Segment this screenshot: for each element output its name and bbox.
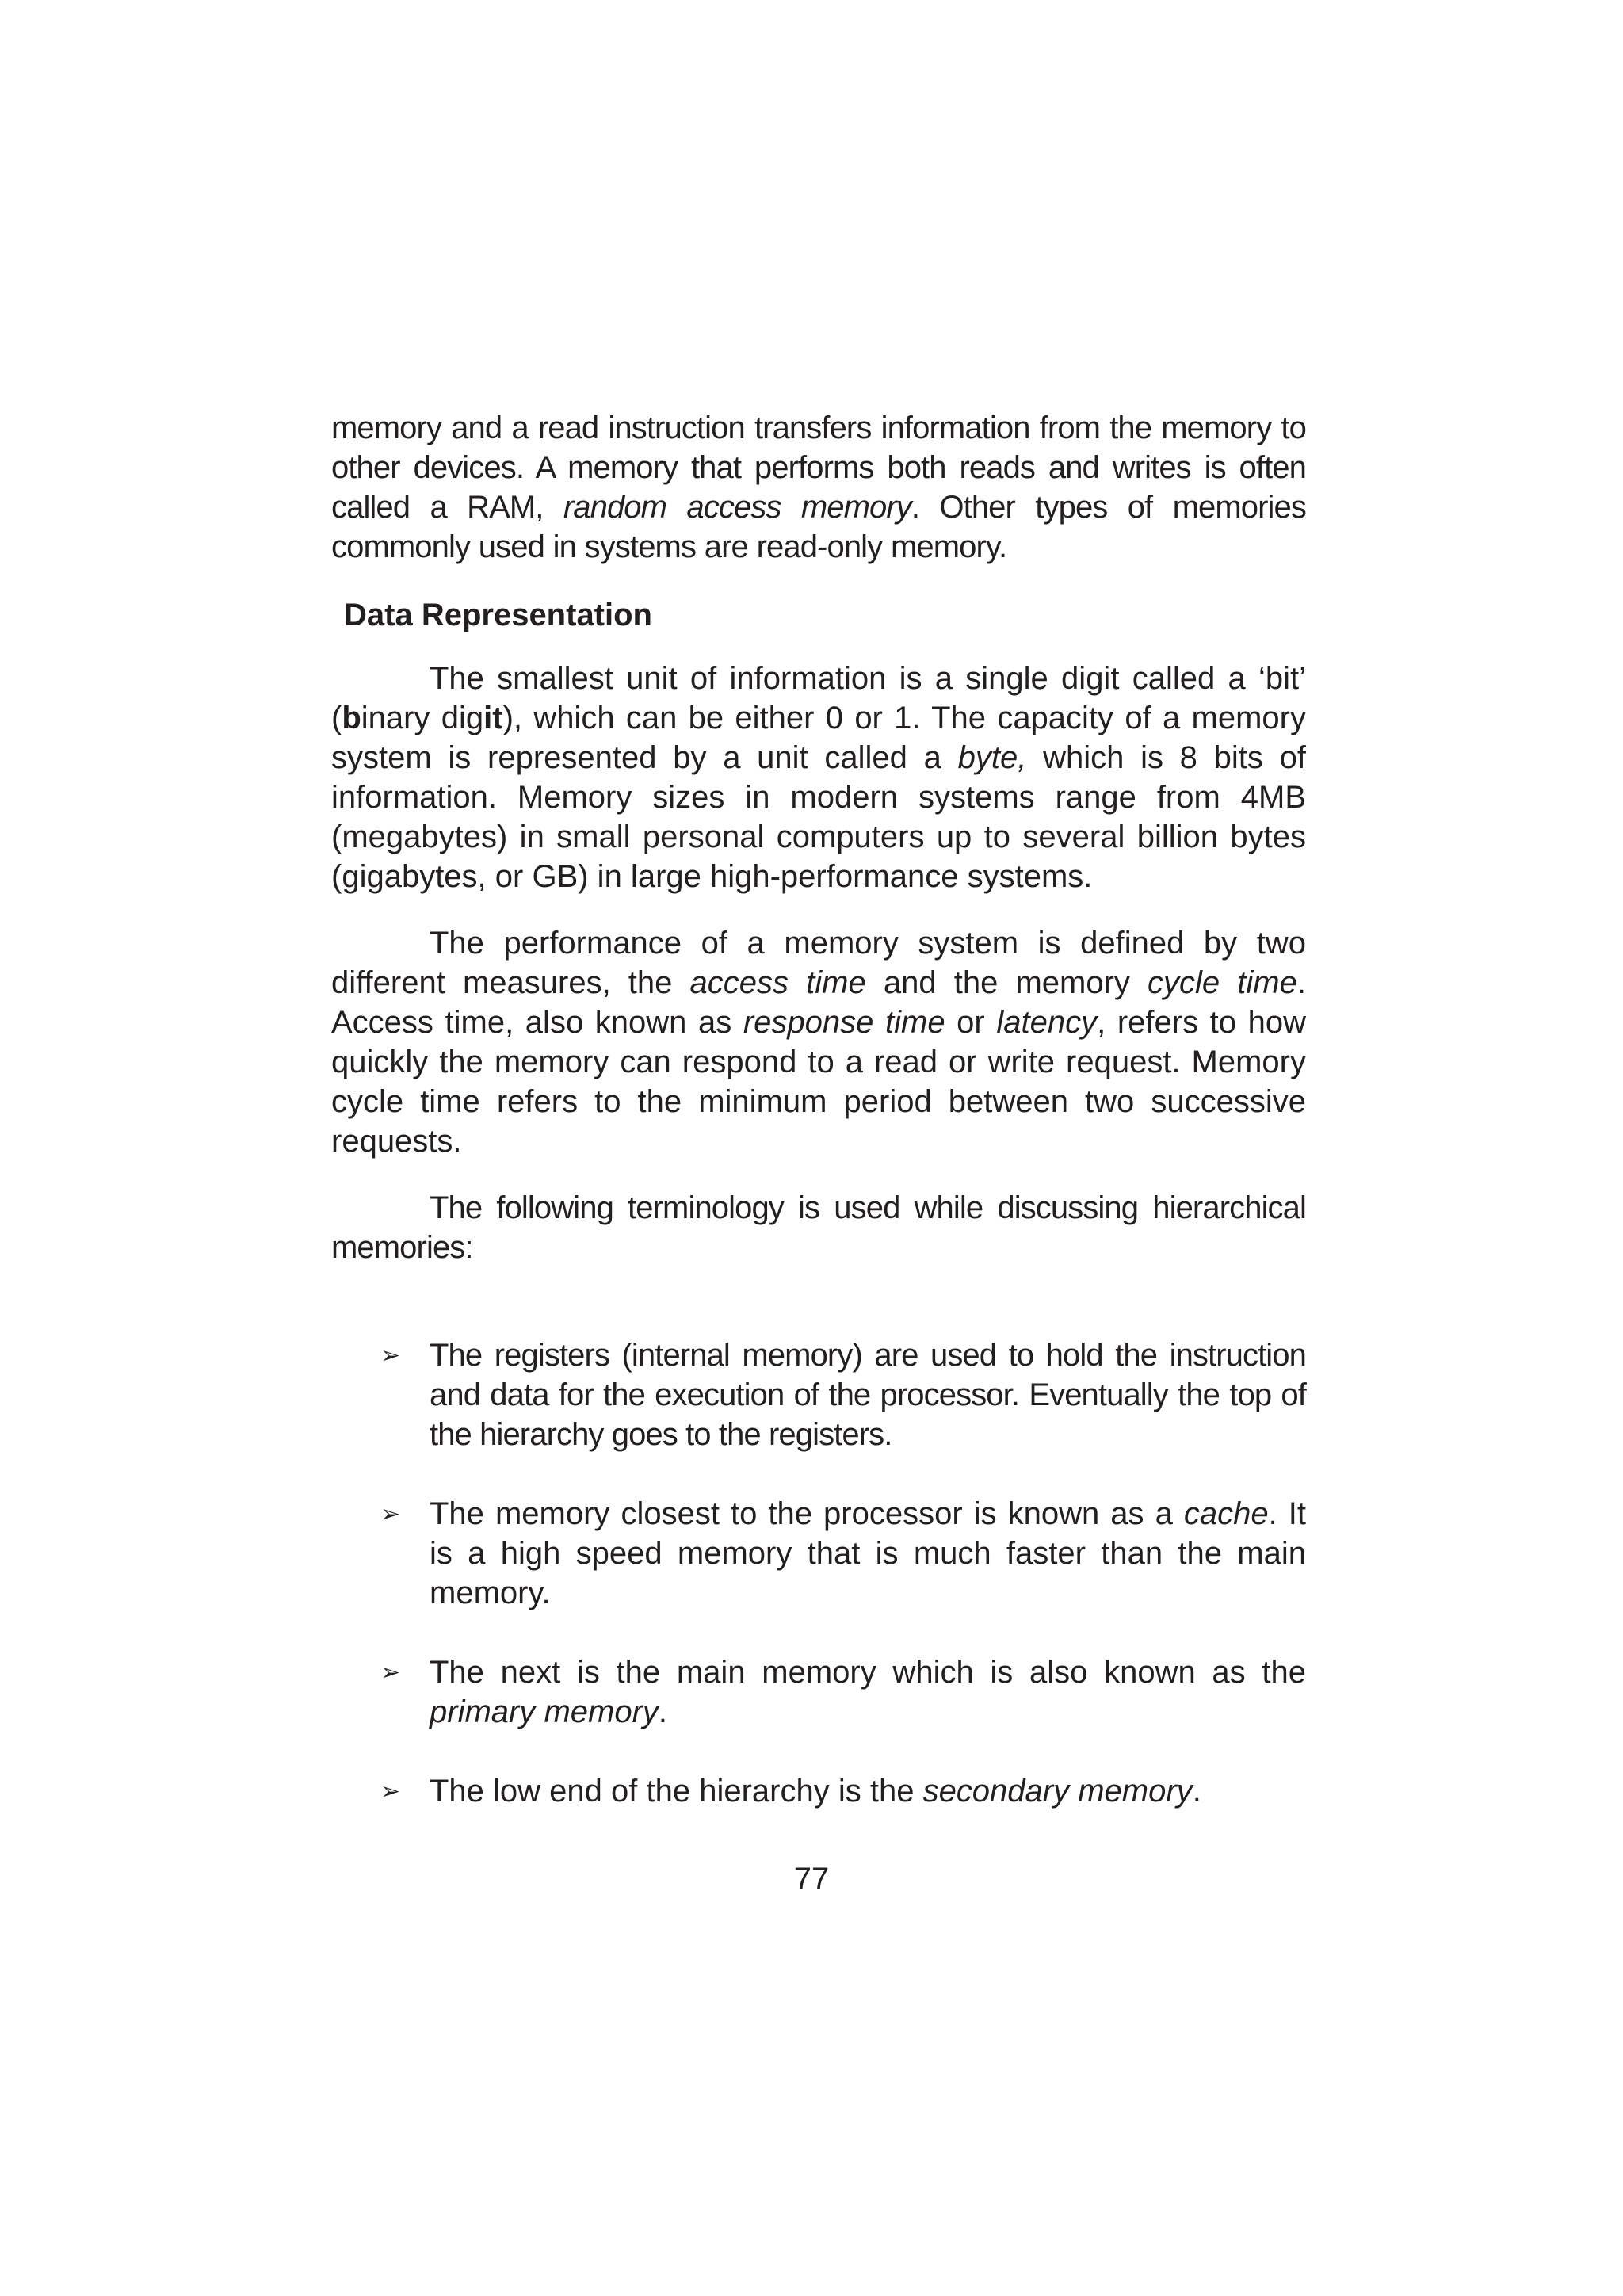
p2-text-1: The performance of a memory system is defined by two different measures, the — [331, 926, 1306, 1000]
b1-text-1: The registers (internal memory) are used to hold the instruction and data for the execution of the processor. Eventually the top of the hierarchy goes to the registers. — [430, 1338, 1306, 1452]
intro-text-1: memory and a read instruction transfers information from the memory to other devices. A memory that performs both reads and writes is often called a RAM, — [331, 411, 1306, 525]
list-item-text — [430, 1771, 1306, 1811]
p2-term-response-time: response time — [743, 1005, 945, 1040]
b2-term-cache: cache — [1183, 1496, 1269, 1531]
list-item-text — [430, 1652, 1306, 1732]
intro-text-2: . Other types of memories commonly used in systems are read-only memory. — [331, 490, 1306, 564]
b4-term-secondary-memory: secondary memory — [922, 1774, 1193, 1809]
b2-text-1: The memory closest to the processor is known as a — [430, 1496, 1184, 1531]
p1-term-byte: byte, — [957, 740, 1027, 775]
p1-text-1: The smallest unit of information is a single digit called a ‘bit’ ( — [331, 661, 1306, 735]
b4-text-1: The low end of the hierarchy is the — [430, 1774, 923, 1809]
page-body — [331, 408, 1306, 1851]
arrow-bullet-icon: ➢ — [380, 1778, 401, 1805]
p2-text-4: or — [945, 1005, 997, 1040]
intro-term-ram: random access memory — [563, 490, 911, 525]
arrow-bullet-icon: ➢ — [380, 1501, 401, 1527]
b3-text-1: The next is the main memory which is also known as the — [430, 1655, 1306, 1690]
arrow-bullet-icon: ➢ — [380, 1660, 401, 1686]
list-item-text — [430, 1335, 1306, 1454]
p2-term-cycle-time: cycle time — [1148, 965, 1297, 1000]
p1-bold-b: b — [342, 701, 361, 735]
list-item — [331, 1771, 1306, 1811]
list-item — [331, 1335, 1306, 1454]
p1-text-2: inary dig — [361, 701, 484, 735]
p3-text-1: The following terminology is used while discussing hierarchical memories: — [331, 1190, 1306, 1265]
paragraph-bit-byte — [331, 659, 1306, 896]
b4-text-2: . — [1192, 1774, 1201, 1809]
section-heading: Data Representation — [344, 598, 652, 632]
b3-text-2: . — [658, 1694, 668, 1729]
list-item — [331, 1494, 1306, 1613]
b2-text-2: . It is a high speed memory that is much faster than the main memory. — [430, 1496, 1306, 1610]
b3-term-primary-memory: primary memory — [430, 1694, 659, 1729]
p2-text-5: , refers to how quickly the memory can respond to a read or write request. Memory cycle time refers to the minimum period between two successive requests. — [331, 1005, 1307, 1159]
p1-text-3: ), which can be either 0 or 1. The capacity of a memory system is represented by a unit called a — [331, 701, 1306, 775]
p2-text-2: and the memory — [865, 965, 1148, 1000]
terminology-list — [331, 1335, 1306, 1811]
page-number: 77 — [793, 1862, 830, 1897]
list-item-text — [430, 1494, 1306, 1613]
intro-paragraph — [331, 408, 1306, 567]
paragraph-performance — [331, 923, 1306, 1161]
p1-text-4: which is 8 bits of information. Memory sizes in modern systems range from 4MB (megabytes) in small personal computers up to several billion bytes (gigabytes, or GB) in large high-performance systems. — [331, 740, 1306, 894]
p2-text-3: . Access time, also known as — [331, 965, 1306, 1040]
list-item — [331, 1652, 1306, 1732]
p1-bold-it: it — [483, 701, 503, 735]
p2-term-access-time: access time — [689, 965, 866, 1000]
paragraph-terminology — [331, 1188, 1306, 1267]
p2-term-latency: latency — [996, 1005, 1098, 1040]
arrow-bullet-icon: ➢ — [380, 1343, 400, 1369]
